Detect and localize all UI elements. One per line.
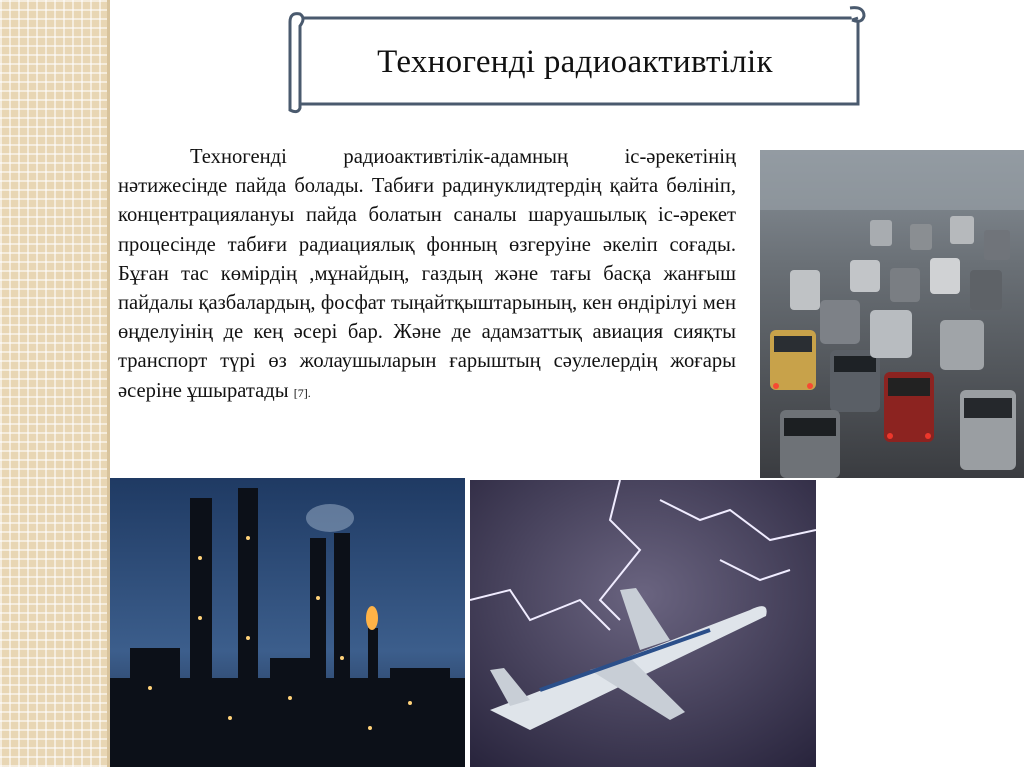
title-banner bbox=[280, 4, 870, 114]
body-text: Техногенді радиоактивтілік-адамның іс-әрекетінің нәтижесінде пайда болады. Табиғи радинуклидтердің қайта бөлініп, концентрациялануы пайда болатын саналы шаруашылық іс-әрекет процесінде табиғи радиациялық фонның өзгеруіне әкеліп соғады. Бұған тас көмірдің ,мұнайдың, газдың және тағы басқа жанғыш пайдалы қазбалардың, фосфат тыңайтқыштарының, кен өндірілуі мен өңделуінің де кең әсері бар. Және де адамзаттық авиация сияқты транспорт түрі өз жолаушыларын ғарыштың сәулелердің жоғары әсеріне ұшыратады bbox=[118, 146, 736, 402]
body-paragraph bbox=[118, 143, 736, 408]
decorative-left-strip bbox=[0, 0, 110, 767]
industrial-plant-photo bbox=[110, 478, 465, 767]
citation: [7]. bbox=[293, 385, 311, 400]
traffic-jam-photo bbox=[760, 150, 1024, 478]
airplane-lightning-photo bbox=[470, 480, 816, 767]
page-title: Техногенді радиоактивтілік bbox=[377, 44, 773, 80]
